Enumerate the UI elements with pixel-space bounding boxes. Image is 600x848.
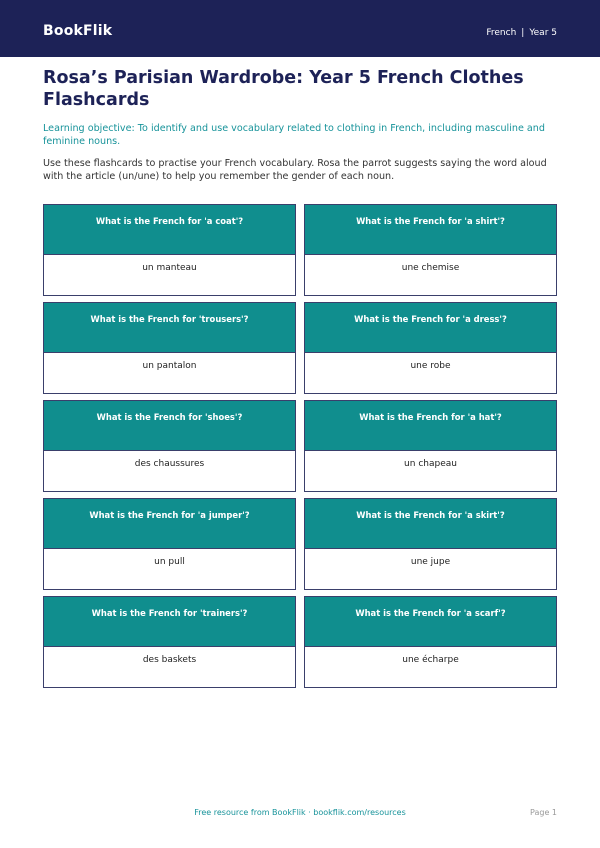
flashcard-answer: une robe — [305, 352, 556, 393]
flashcard-question: What is the French for 'a skirt'? — [305, 499, 556, 548]
header-year: Year 5 — [529, 28, 557, 38]
intro-text: Use these flashcards to practise your French vocabulary. Rosa the parrot suggests saying the word aloud with the article (un/une) to help you remember the gender of each noun. — [43, 158, 547, 182]
flashcard[interactable] — [304, 498, 557, 590]
flashcard-question: What is the French for 'a jumper'? — [44, 499, 295, 548]
flashcard-answer: une jupe — [305, 548, 556, 589]
header-subject: French — [486, 28, 517, 38]
flashcard-question: What is the French for 'a shirt'? — [305, 205, 556, 254]
flashcard-question: What is the French for 'shoes'? — [44, 401, 295, 450]
flashcard-grid — [43, 204, 557, 688]
flashcard[interactable] — [43, 302, 296, 394]
flashcard-question: What is the French for 'trousers'? — [44, 303, 295, 352]
flashcard-question: What is the French for 'trainers'? — [44, 597, 295, 646]
learning-objective: Learning objective: To identify and use vocabulary related to clothing in French, including masculine and feminine nouns. — [43, 123, 545, 147]
flashcard-question: What is the French for 'a scarf'? — [305, 597, 556, 646]
flashcard-answer: des baskets — [44, 646, 295, 687]
flashcard-answer: un manteau — [44, 254, 295, 295]
footer-credit[interactable]: Free resource from BookFlik · bookflik.com/resources — [194, 808, 406, 817]
flashcard[interactable] — [304, 400, 557, 492]
page-header — [0, 0, 600, 57]
flashcard-answer: des chaussures — [44, 450, 295, 491]
header-separator: | — [521, 28, 525, 38]
flashcard[interactable] — [43, 498, 296, 590]
flashcard[interactable] — [304, 596, 557, 688]
flashcard-question: What is the French for 'a hat'? — [305, 401, 556, 450]
flashcard-answer: une chemise — [305, 254, 556, 295]
brand-logo[interactable]: BookFlik — [43, 23, 113, 39]
flashcard-answer: un pantalon — [44, 352, 295, 393]
flashcard-question: What is the French for 'a coat'? — [44, 205, 295, 254]
flashcard-answer: une écharpe — [305, 646, 556, 687]
flashcard[interactable] — [304, 204, 557, 296]
flashcard[interactable] — [304, 302, 557, 394]
page-title: Rosa’s Parisian Wardrobe: Year 5 French Clothes Flashcards — [43, 68, 524, 110]
flashcard-answer: un chapeau — [305, 450, 556, 491]
flashcard-question: What is the French for 'a dress'? — [305, 303, 556, 352]
flashcard[interactable] — [43, 204, 296, 296]
header-meta — [486, 28, 557, 38]
page-number: Page 1 — [530, 808, 557, 817]
flashcard[interactable] — [43, 596, 296, 688]
flashcard[interactable] — [43, 400, 296, 492]
flashcard-answer: un pull — [44, 548, 295, 589]
